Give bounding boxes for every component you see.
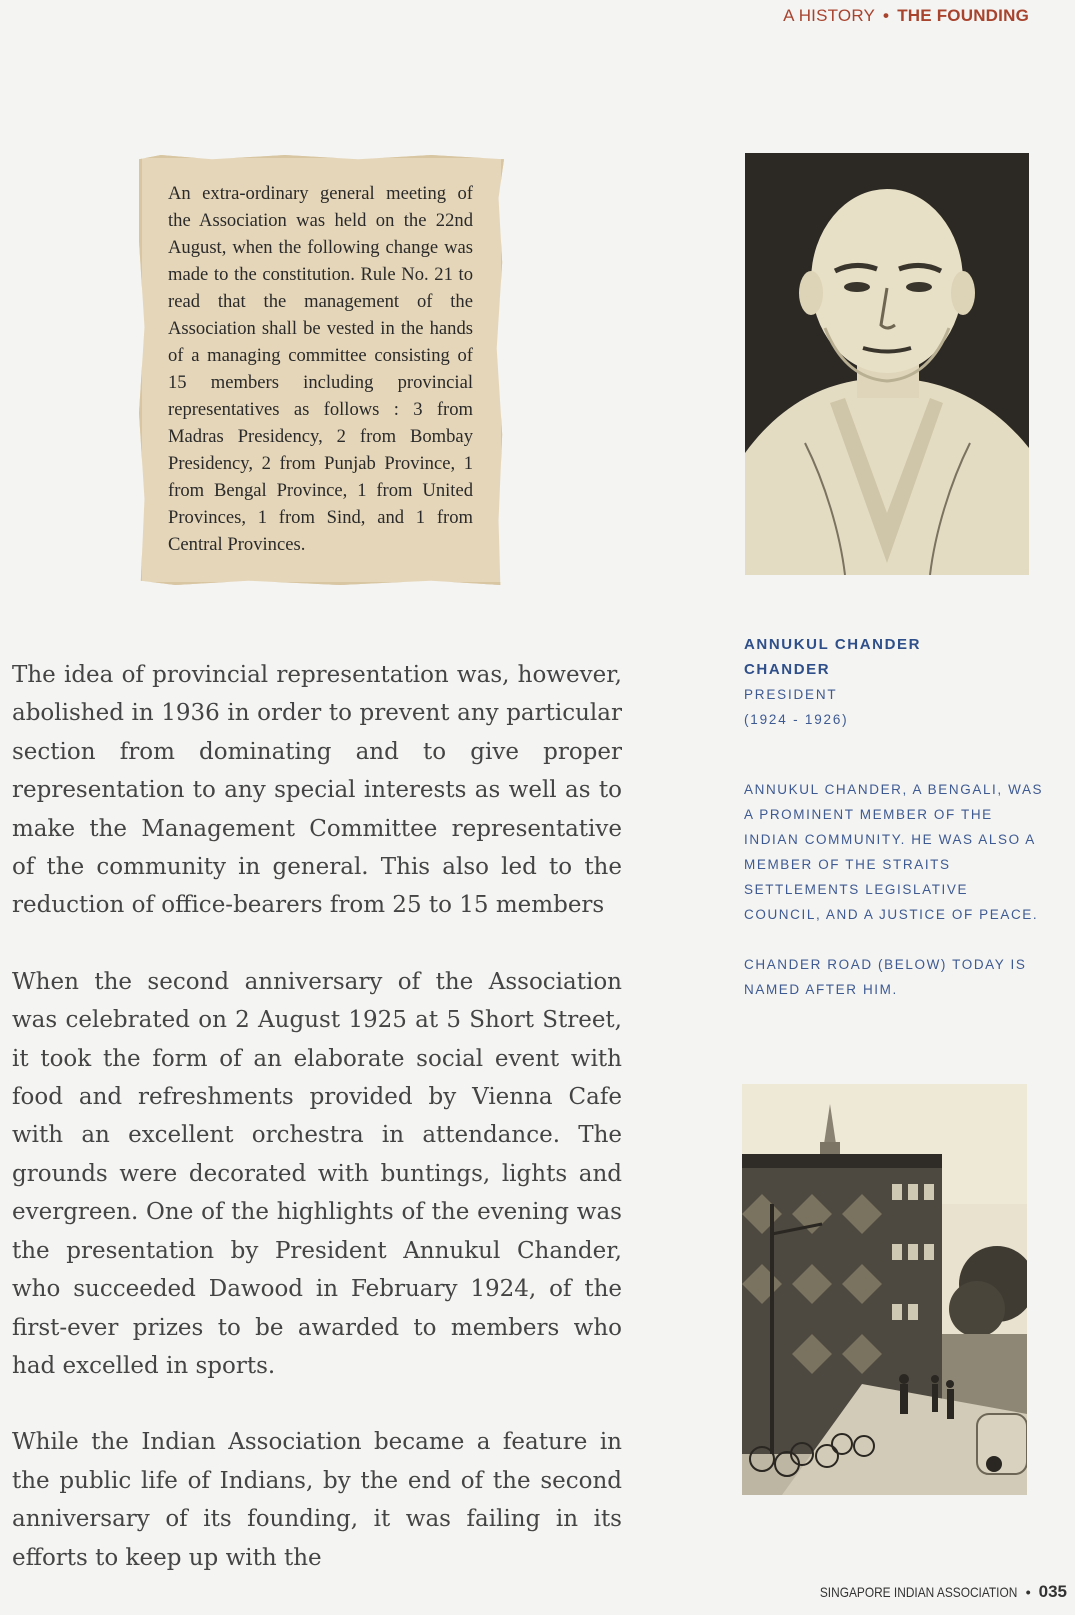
caption-bio: ANNUKUL CHANDER, A BENGALI, WAS A PROMINENT MEMBER OF THE INDIAN COMMUNITY. HE WAS ALSO A MEMBER OF THE STRAITS SETTLEMENTS LEGISLATIVE COUNCIL, AND A JUSTICE OF PEACE. xyxy=(744,782,1044,922)
header-section: A HISTORY xyxy=(783,6,876,25)
caption-name-line1: ANNUKUL CHANDER xyxy=(744,636,922,653)
body-paragraph-1: The idea of provincial representation was, however, abolished in 1936 in order to prevent any particular section from dominating and to give proper representation to any special interests as well as to make the Management Committee representative of the community in general. This also led to the reduction of office-bearers from 25 to 15 members xyxy=(12,662,622,919)
caption-road-note: CHANDER ROAD (BELOW) TODAY IS NAMED AFTER HIM. xyxy=(744,957,1027,997)
main-text xyxy=(12,656,622,1615)
page-number: 035 xyxy=(1038,1582,1067,1601)
portrait-caption-name xyxy=(744,632,1034,682)
caption-role: PRESIDENT xyxy=(744,687,838,702)
caption-years: (1924 - 1926) xyxy=(744,712,849,727)
portrait-photo xyxy=(745,153,1029,575)
clipping-text: An extra-ordinary general meeting of the Association was held on the 22nd August, when the following change was made to the constitution. Rule No. 21 to read that the management of the Association shall be vested in the hands of a managing committee consisting of 15 members including provincial representatives as follows : 3 from Madras Presidency, 2 from Bombay Presidency, 2 from Punjab Province, 1 from Bengal Province, 1 from United Provinces, 1 from Sind, and 1 from Central Provinces. xyxy=(168,183,473,555)
portrait-caption-bio xyxy=(744,777,1044,1027)
body-paragraph-3: While the Indian Association became a feature in the public life of Indians, by the end of the second anniversary of its founding, it was failing in its efforts to keep up with the xyxy=(12,1429,622,1571)
chander-road-photo xyxy=(742,1084,1027,1495)
page-footer xyxy=(785,1582,1067,1602)
running-header xyxy=(783,6,1029,26)
body-paragraph-2: When the second anniversary of the Association was celebrated on 2 August 1925 at 5 Short Street, it took the form of an elaborate social event with food and refreshments provided by Vienna Cafe with an excellent orchestra in attendance. The grounds were decorated with buntings, lights and evergreen. One of the highlights of the evening was the presentation by President Annukul Chander, who succeeded Dawood in February 1924, of the first-ever prizes to be awarded to members who had excelled in sports. xyxy=(12,968,622,1379)
caption-name-line2: CHANDER xyxy=(744,661,831,678)
portrait-caption-role xyxy=(744,682,1034,732)
header-separator: • xyxy=(883,6,890,25)
footer-separator: • xyxy=(1025,1584,1031,1600)
footer-organization: SINGAPORE INDIAN ASSOCIATION xyxy=(820,1584,1018,1600)
header-chapter: THE FOUNDING xyxy=(897,6,1029,25)
